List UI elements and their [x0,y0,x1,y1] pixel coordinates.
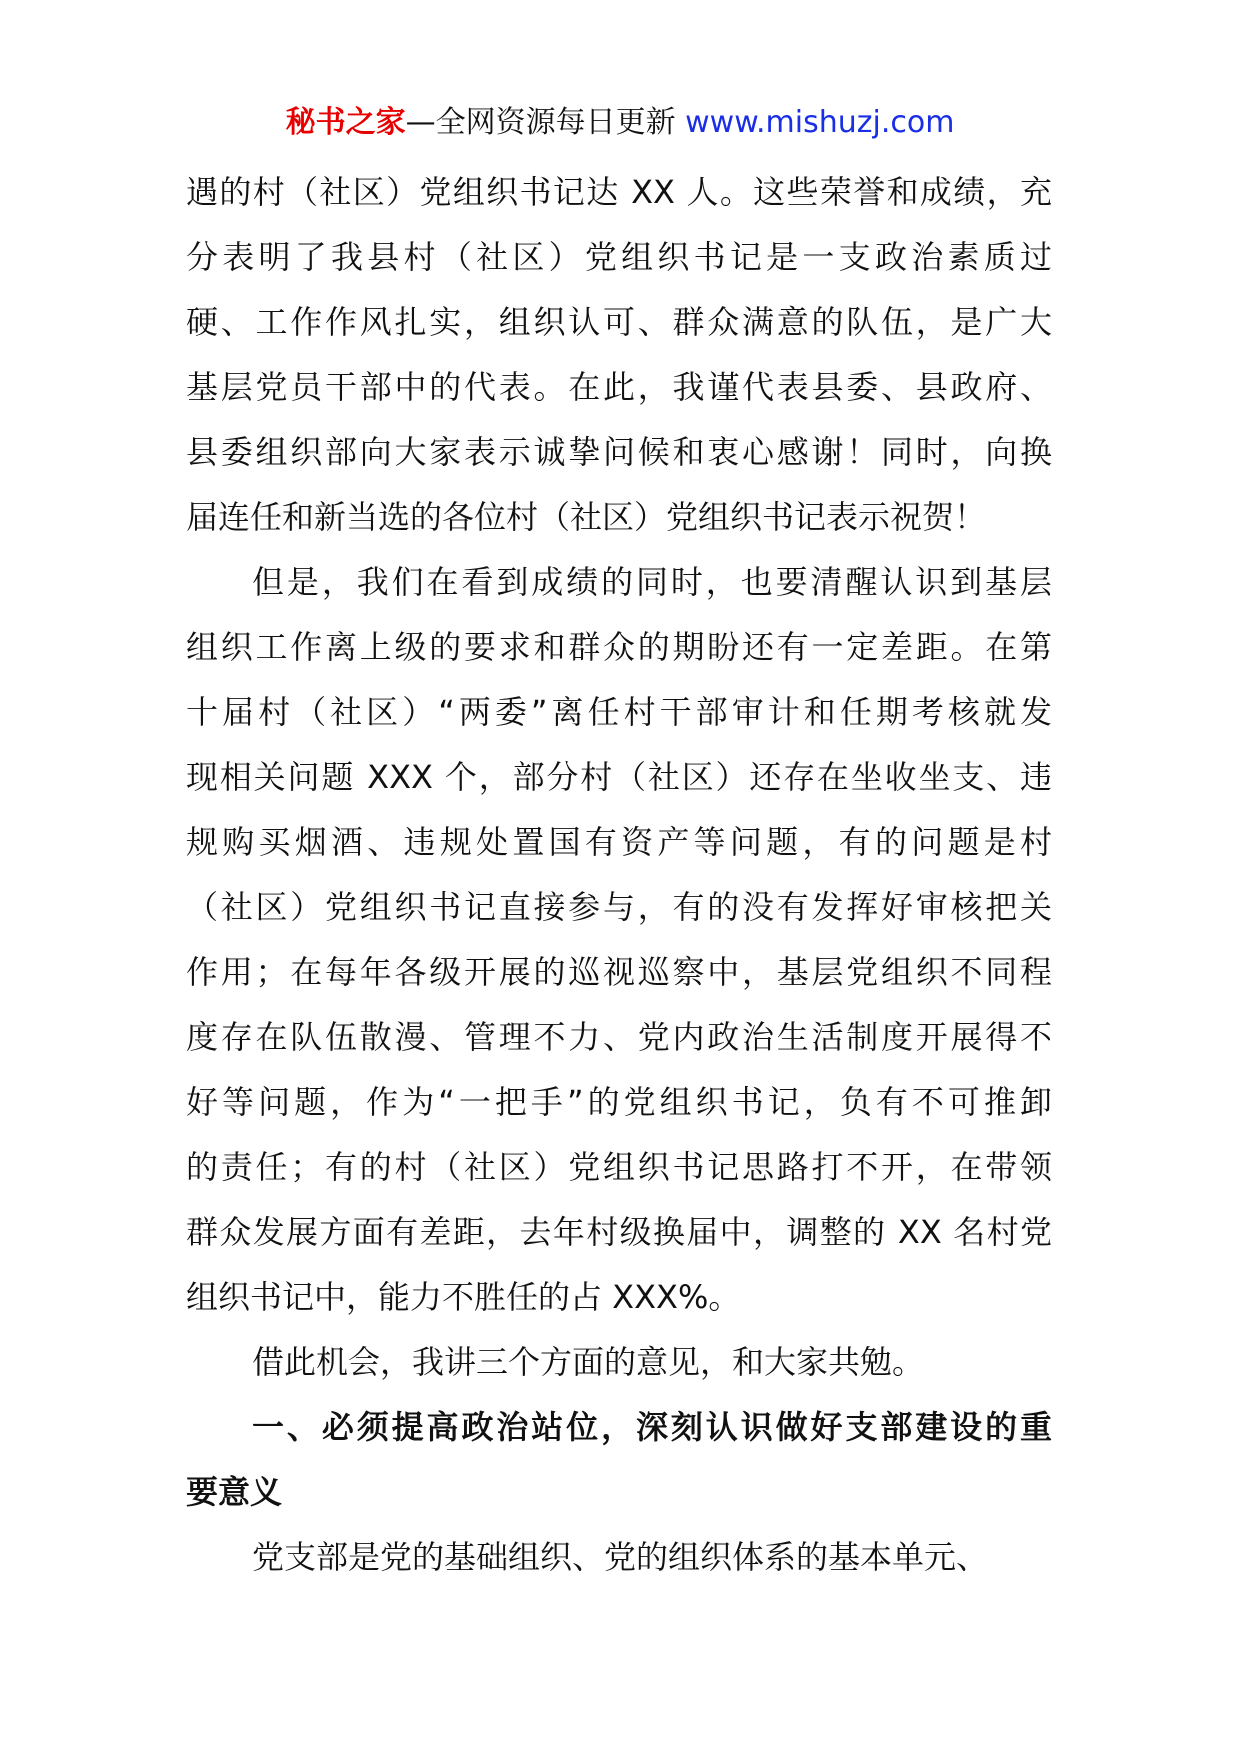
section-heading: 一、必须提高政治站位，深刻认识做好支部建设的重 [252,1408,1052,1446]
text-line: 县委组织部向大家表示诚挚问候和衷心感谢！同时，向换 [186,433,1052,471]
text-line: 届连任和新当选的各位村（社区）党组织书记表示祝贺！ [186,498,987,536]
text-line: 规购买烟酒、违规处置国有资产等问题，有的问题是村 [186,823,1052,861]
text-line: 组织书记中，能力不胜任的占 XXX%。 [186,1278,741,1316]
brand-name: 秘书之家 [285,105,406,140]
text-line: 硬、工作作风扎实，组织认可、群众满意的队伍，是广大 [186,303,1052,341]
text-line: 群众发展方面有差距，去年村级换届中，调整的 XX 名村党 [186,1213,1052,1251]
text-line: 十届村（社区）“两委”离任村干部审计和任期考核就发 [186,693,1052,731]
text-line: （社区）党组织书记直接参与，有的没有发挥好审核把关 [186,888,1052,926]
text-line: 借此机会，我讲三个方面的意见，和大家共勉。 [252,1343,925,1381]
text-line: 作用；在每年各级开展的巡视巡察中，基层党组织不同程 [186,953,1052,991]
document-body [186,160,1052,1590]
site-header [0,103,1240,143]
text-line: 党支部是党的基础组织、党的组织体系的基本单元、 [252,1538,989,1576]
site-url-link[interactable]: www.mishuzj.com [685,105,955,140]
text-line: 的责任；有的村（社区）党组织书记思路打不开，在带领 [186,1148,1052,1186]
text-line: 现相关问题 XXX 个，部分村（社区）还存在坐收坐支、违 [186,758,1052,796]
text-line: 但是，我们在看到成绩的同时，也要清醒认识到基层 [252,563,1052,601]
text-line: 度存在队伍散漫、管理不力、党内政治生活制度开展得不 [186,1018,1052,1056]
section-heading-continued: 要意义 [186,1473,283,1511]
header-tagline: —全网资源每日更新 [405,105,686,140]
text-line: 基层党员干部中的代表。在此，我谨代表县委、县政府、 [186,368,1052,406]
text-line: 组织工作离上级的要求和群众的期盼还有一定差距。在第 [186,628,1052,666]
text-line: 好等问题，作为“一把手”的党组织书记，负有不可推卸 [186,1083,1052,1121]
text-line: 遇的村（社区）党组织书记达 XX 人。这些荣誉和成绩，充 [186,173,1052,211]
text-line: 分表明了我县村（社区）党组织书记是一支政治素质过 [186,238,1052,276]
